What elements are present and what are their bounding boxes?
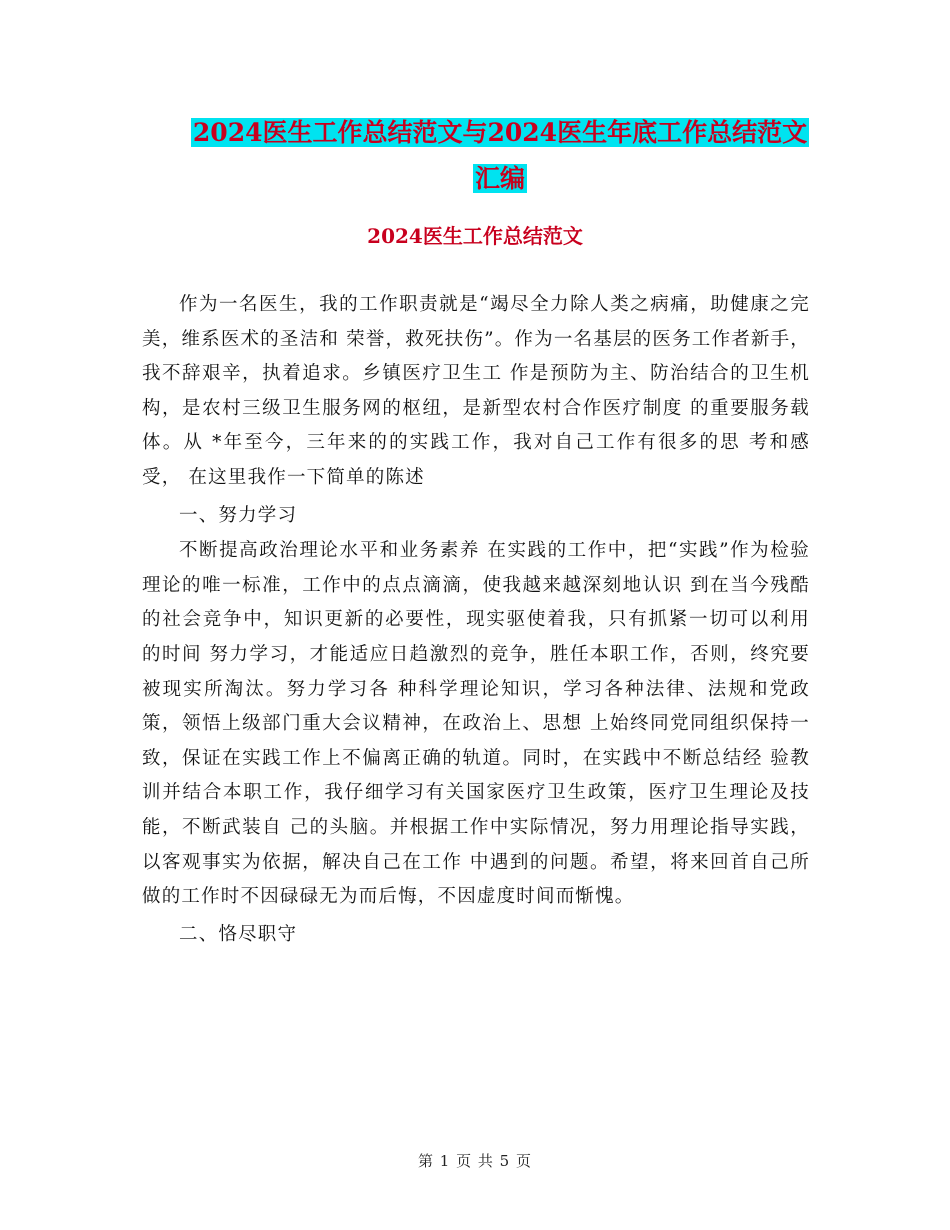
document-title-line-2: 汇编 [474,164,525,193]
paragraph-intro: 作为一名医生，我的工作职责就是“竭尽全力除人类之病痛，助健康之完美，维系医术的圣洁和 荣誉，救死扶伤”。作为一名基层的医务工作者新手，我不辞艰辛，执着追求。乡镇医疗卫生工 作是预防为主、防治结合的卫生机构，是农村三级卫生服务网的枢纽，是新型农村合作医疗制度 的重要服务载体。从 *年至今，三年来的的实践工作，我对自己工作有很多的思 考和感受， 在这里我作一下简单的陈述 [142,294,810,488]
page-number-footer: 第 1 页 共 5 页 [418,1152,532,1170]
paragraph-study: 不断提高政治理论水平和业务素养 在实践的工作中，把“实践”作为检验理论的唯一标准，工作中的点点滴滴，使我越来越深刻地认识 到在当今残酷的社会竞争中，知识更新的必要性，现实驱使着我，只有抓紧一切可以利用的时间 努力学习，才能适应日趋激烈的竞争，胜任本职工作，否则，终究要被现实所淘汰。努力学习各 种科学理论知识，学习各种法律、法规和党政策，领悟上级部门重大会议精神，在政治上、思想 上始终同党同组织保持一致，保证在实践工作上不偏离正确的轨道。同时，在实践中不断总结经 验教训并结合本职工作，我仔细学习有关国家医疗卫生政策，医疗卫生理论及技能，不断武装自 己的头脑。并根据工作中实际情况，努力用理论指导实践，以客观事实为依据，解决自己在工作 中遇到的问题。希望，将来回首自己所做的工作时不因碌碌无为而后悔，不因虚度时间而惭愧。 [142,540,810,908]
section-title: 2024医生工作总结范文 [367,224,583,248]
heading-study: 一、努力学习 [179,504,298,526]
document-body [142,288,810,953]
document-title-line-1: 2024医生工作总结范文与2024医生年底工作总结范文 [192,118,808,147]
heading-duty: 二、恪尽职守 [179,923,298,945]
document-title [140,110,860,202]
